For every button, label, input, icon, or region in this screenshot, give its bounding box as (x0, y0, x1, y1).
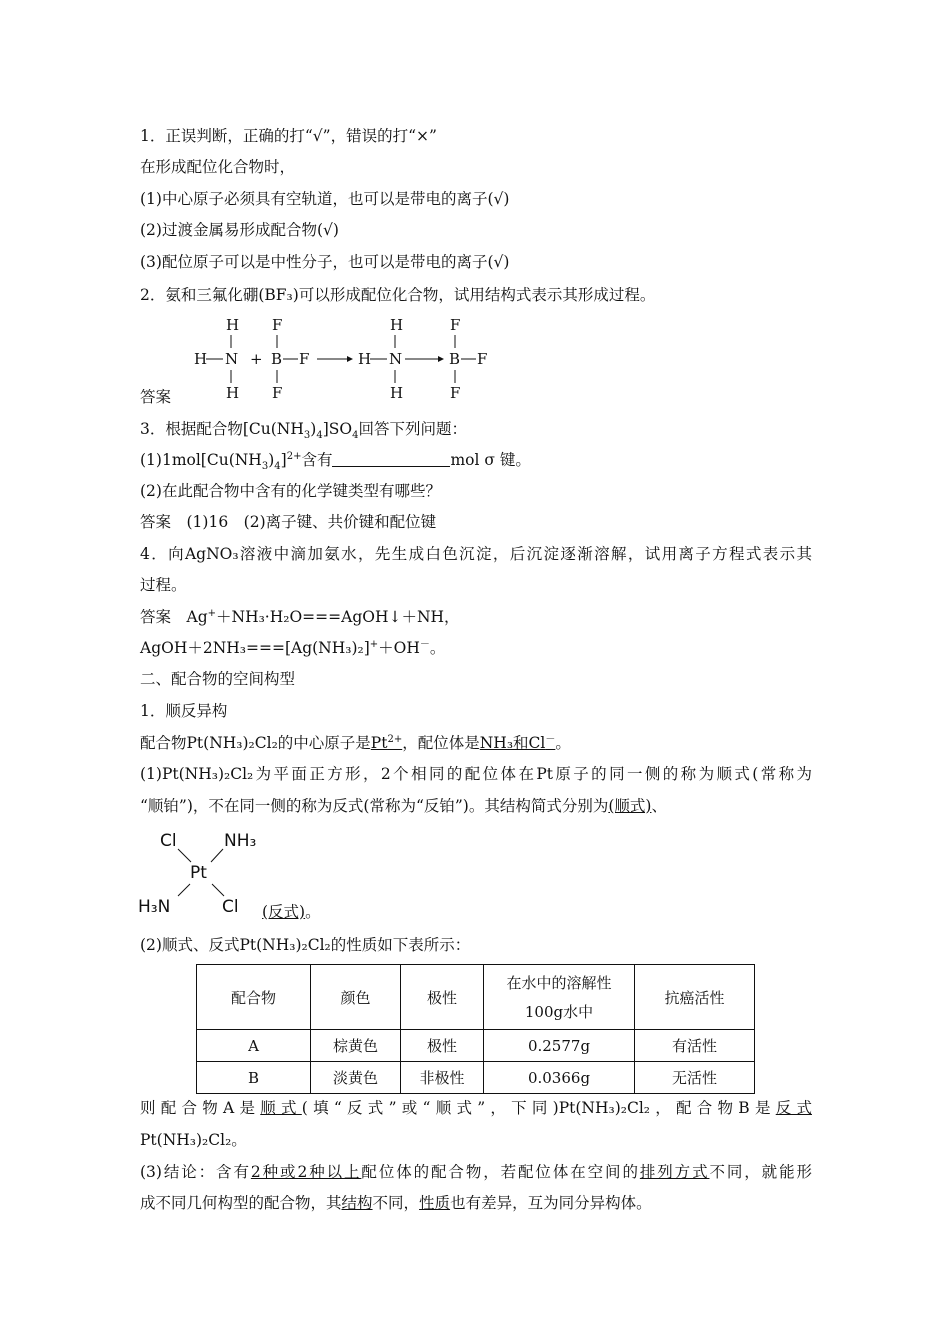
q1-item-3: (3)配位原子可以是中性分子，也可以是带电的离子(√) (140, 253, 510, 271)
table-row: A 棕黄色 极性 0.2577g 有活性 (197, 1030, 755, 1062)
f-b-1: B (271, 350, 283, 368)
q3-answer: 答案 (1)16 (2)离子键、共价键和配位键 (140, 513, 437, 531)
s-cl-1: Cl (160, 831, 177, 851)
f-f-bottom-1: F (272, 384, 283, 402)
f-h-top-1: H (226, 316, 240, 334)
q1-title: 1．正误判断，正确的打“√”，错误的打“×” (140, 127, 437, 145)
f-b-2: B (449, 350, 461, 368)
p3-line-1: (3)结论：含有2种或2种以上配位体的配合物，若配位体在空间的排列方式不同，就能形 (140, 1163, 812, 1181)
trans-label: (反式)。 (262, 903, 321, 921)
p2-intro: (2)顺式、反式Pt(NH₃)₂Cl₂的性质如下表所示： (140, 936, 471, 954)
nh3-bf3-formation-formula (190, 312, 500, 404)
q3-part-1: $(1)1mol[Cu(NH_3)_4]^{2+}$含有 mol σ 键。 (140, 450, 531, 473)
q3-part-2: (2)在此配合物中含有的化学键类型有哪些？ (140, 482, 441, 500)
th-anticancer: 抗癌活性 (635, 965, 755, 1030)
f-f-top-1: F (272, 316, 283, 334)
f-n-2: N (389, 350, 403, 368)
q4-line-2: 过程。 (140, 576, 187, 594)
p3-line-2: 成不同几何构型的配合物，其结构不同，性质也有差异，互为同分异构体。 (140, 1194, 652, 1212)
table-header-row (197, 965, 755, 1030)
f-h-left-2: H (358, 350, 372, 368)
f-f-right-1: F (299, 350, 310, 368)
table-row: B 淡黄色 非极性 0.0366g 无活性 (197, 1062, 755, 1094)
q3-title: 3．根据配合物$[Cu(NH_3)_4]SO_4$回答下列问题： (140, 420, 467, 442)
q1-item-2: (2)过渡金属易形成配合物(√) (140, 221, 339, 239)
cis-platin-structure (138, 828, 268, 920)
conclusion-line-2: Pt(NH₃)₂Cl₂。 (140, 1131, 247, 1149)
subsection-1-heading: 1．顺反异构 (140, 702, 228, 720)
q1-intro: 在形成配位化合物时， (140, 158, 296, 176)
f-h-bottom-2: H (390, 384, 404, 402)
f-h-top-2: H (390, 316, 404, 334)
th-complex: 配合物 (197, 965, 311, 1030)
f-plus: + (250, 350, 263, 368)
p1-line-1: (1)Pt(NH₃)₂Cl₂为平面正方形，2个相同的配位体在Pt原子的同一侧的称为顺式(常称为 (140, 765, 812, 783)
f-f-top-2: F (450, 316, 461, 334)
q4-answer-1: 答案 Ag+＋NH₃·H₂O===AgOH↓＋NH， (140, 607, 460, 626)
s-h3n: H₃N (138, 897, 171, 917)
q4-answer-2: AgOH＋2NH₃===[Ag(NH₃)₂]+＋OH－。 (140, 638, 446, 657)
f-h-bottom-1: H (226, 384, 240, 402)
f-f-bottom-2: F (450, 384, 461, 402)
conclusion-line-1: 则配合物A是顺式(填“反式”或“顺式”，下同)Pt(NH₃)₂Cl₂，配合物B是反式 (140, 1099, 812, 1117)
th-solubility: 在水中的溶解性 100g水中 (484, 965, 635, 1030)
s-pt: Pt (190, 863, 207, 883)
q1-item-1: (1)中心原子必须具有空轨道，也可以是带电的离子(√) (140, 190, 510, 208)
section-2-heading: 二、配合物的空间构型 (140, 670, 296, 688)
q2-answer-label: 答案 (140, 388, 172, 406)
answer-blank (332, 452, 450, 467)
th-polarity: 极性 (401, 965, 484, 1030)
p1-line-2: “顺铂”)，不在同一侧的称为反式(常称为“反铂”)。其结构简式分别为(顺式)、 (140, 797, 667, 815)
f-f-right-2: F (477, 350, 488, 368)
f-n-1: N (225, 350, 239, 368)
properties-table (196, 964, 755, 1094)
f-h-left-1: H (194, 350, 208, 368)
q2-title: 2．氨和三氟化硼(BF₃)可以形成配位化合物，试用结构式表示其形成过程。 (140, 286, 656, 304)
s-cl-2: Cl (222, 897, 239, 917)
th-color: 颜色 (311, 965, 401, 1030)
central-atom-line: 配合物Pt(NH₃)₂Cl₂的中心原子是$Pt^{2+}$，配位体是NH₃和Cl－。 (140, 733, 571, 752)
q4-line-1: 4．向AgNO₃溶液中滴加氨水，先生成白色沉淀，后沉淀逐渐溶解，试用离子方程式表示其 (140, 545, 812, 563)
s-nh3-1: NH₃ (224, 831, 257, 851)
